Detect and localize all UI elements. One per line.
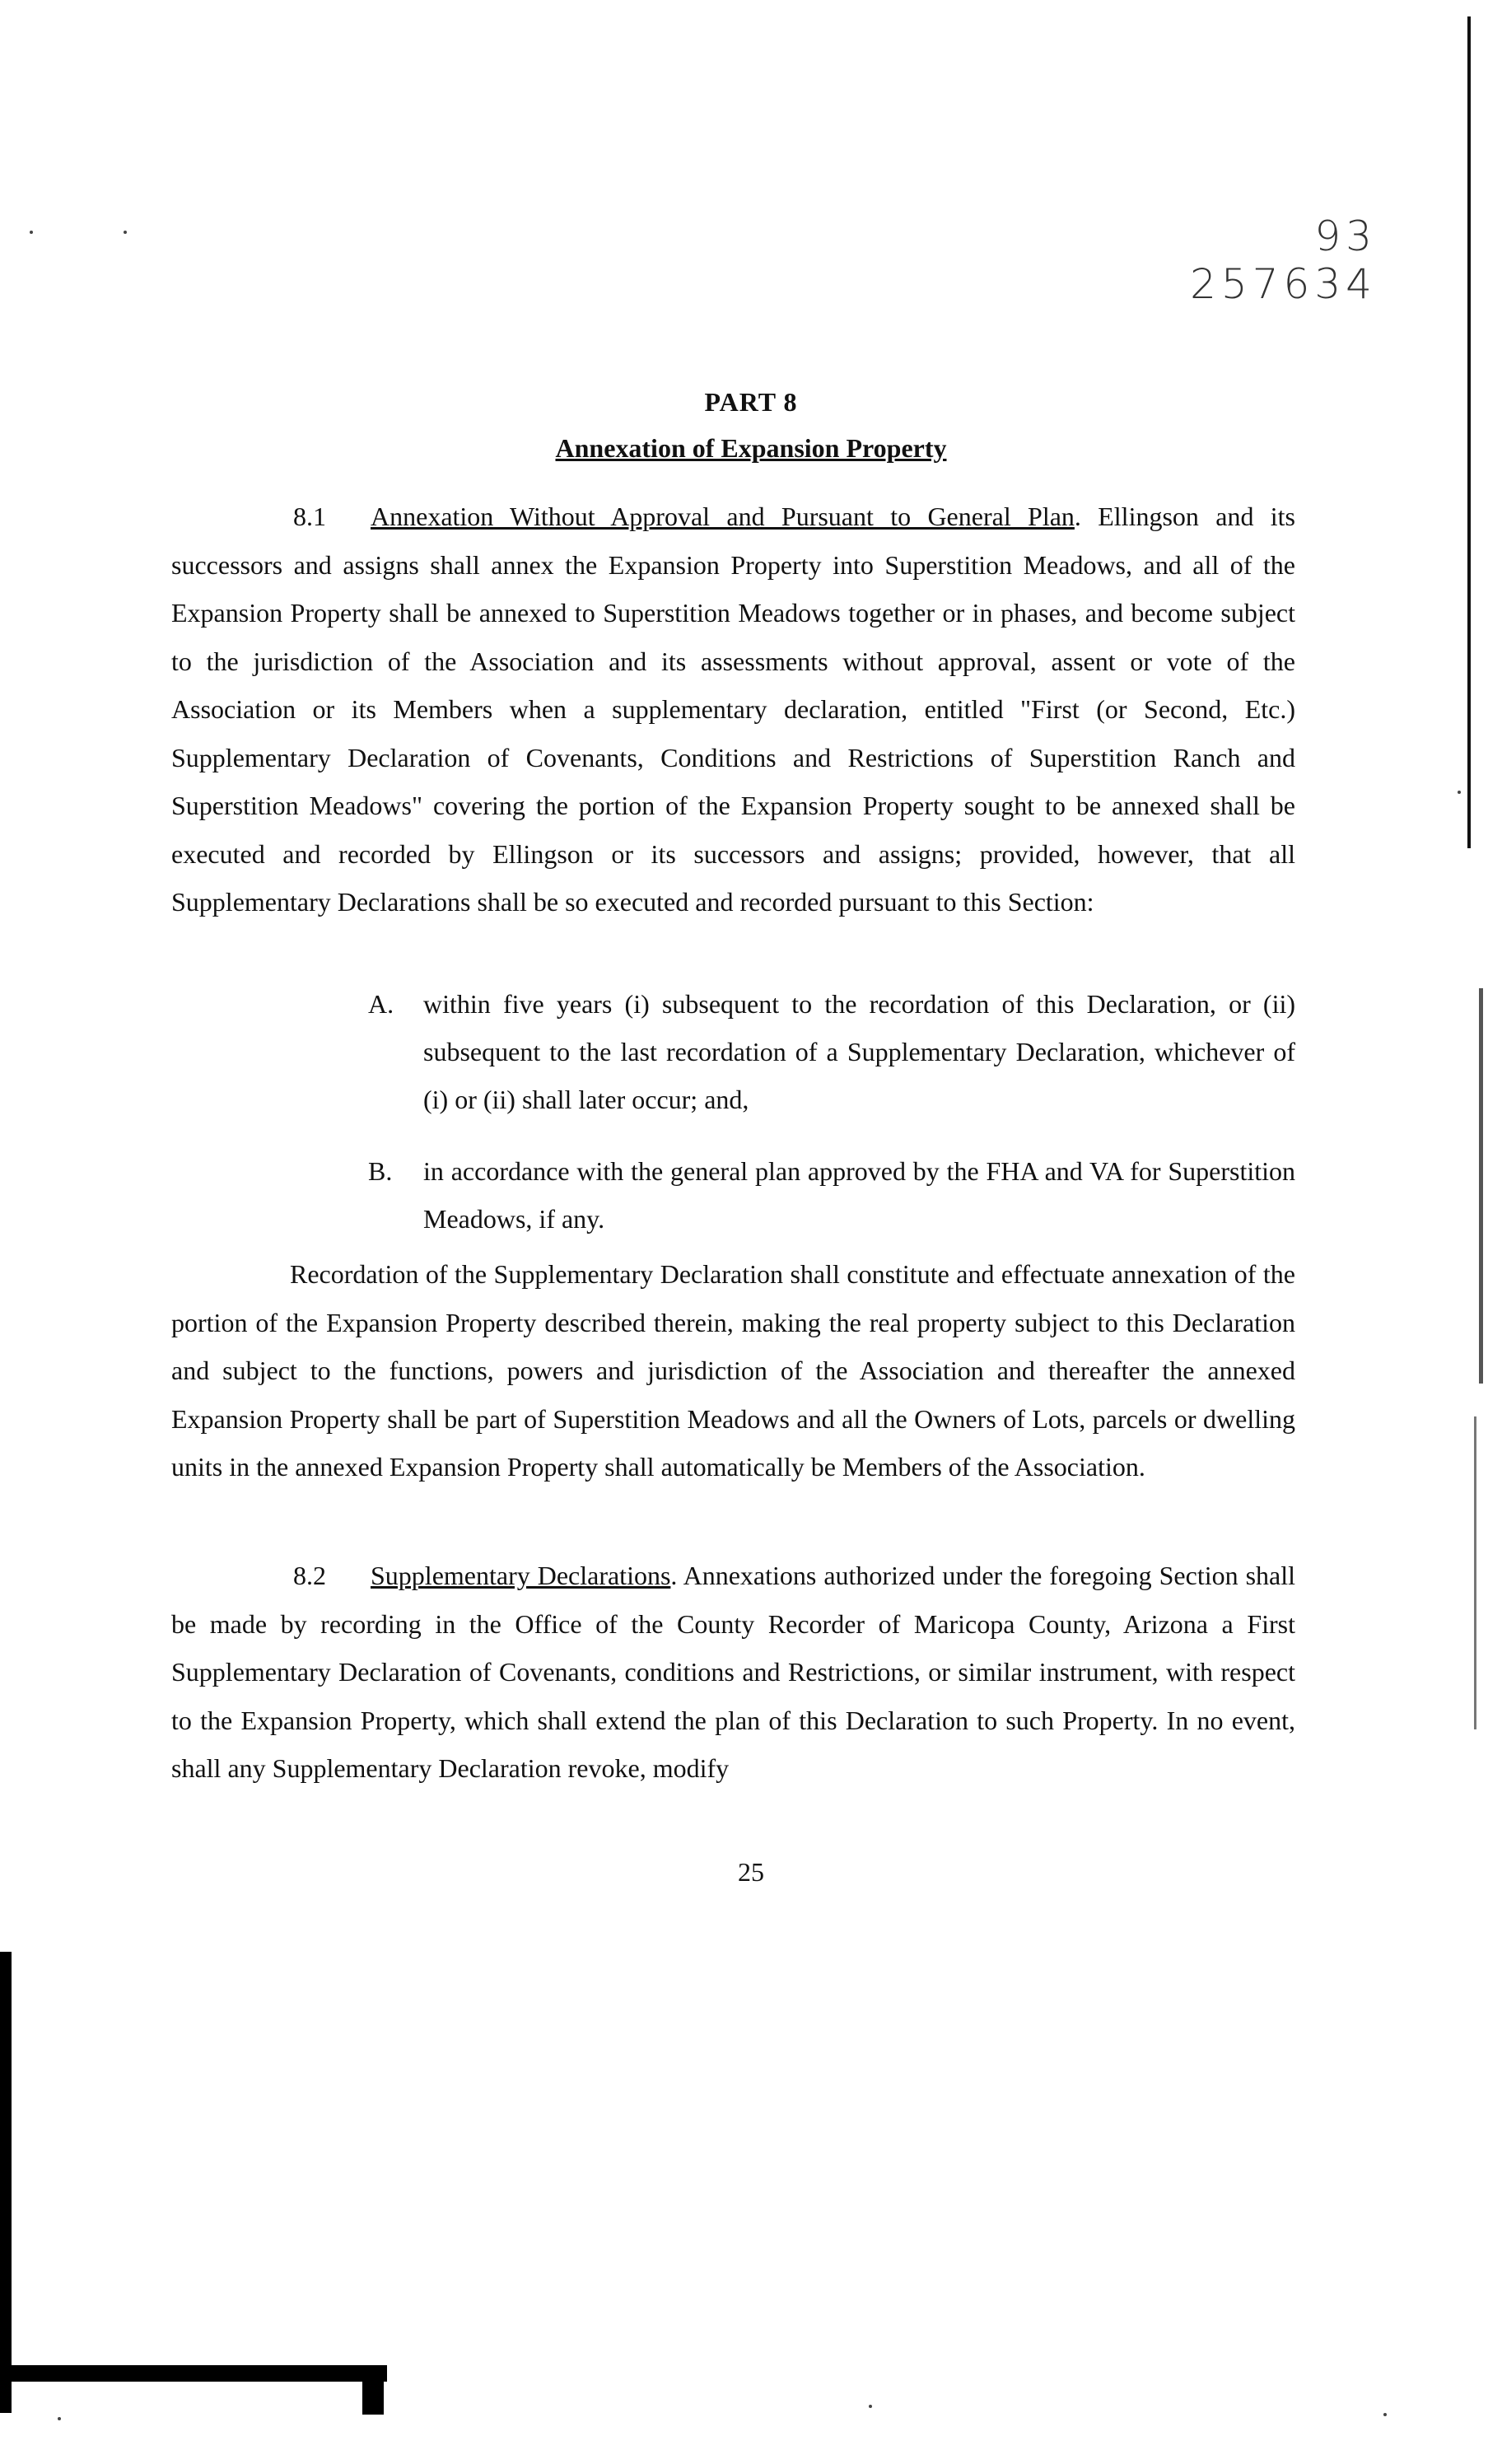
scan-speck bbox=[124, 231, 127, 234]
scan-speck bbox=[58, 2417, 61, 2420]
item-label: B. bbox=[368, 1156, 393, 1186]
scan-speck bbox=[1383, 2413, 1387, 2416]
section-8-2 bbox=[171, 1552, 1295, 1793]
section-text: . Ellingson and its successors and assigns shall annex the Expansion Property into Superstition Meadows, and all of the Expansion Property shall be annexed to Superstition Meadows together or in phases, and become subject to the jurisdiction of the Association and its assessments without approval, assent or vote of the Association or its Members when a supplementary declaration, entitled "First (or Second, Etc.) Supplementary Declaration of Covenants, Conditions and Restrictions of Superstition Ranch and Superstition Meadows" covering the portion of the Expansion Property sought to be annexed shall be executed and recorded by Ellingson or its successors and assigns; provided, however, that all Supplementary Declarations shall be so executed and recorded pursuant to this Section: bbox=[171, 502, 1296, 917]
section-caption: Supplementary Declarations bbox=[371, 1561, 671, 1590]
recordation-text: Recordation of the Supplementary Declaration shall constitute and effectuate annexation of the portion of the Expansion Property described therein, making the real property subject to this Declaration and subject to the functions, powers and jurisdiction of the Association and thereafter the annexed Expansion Property shall be part of Superstition Meadows and all the Owners of Lots, parcels or dwelling units in the annexed Expansion Property shall automatically be Members of the Association. bbox=[171, 1259, 1295, 1482]
scan-edge-line bbox=[1467, 16, 1471, 848]
scan-edge-bar bbox=[362, 2365, 384, 2415]
section-text: . Annexations authorized under the foregoing Section shall be made by recording in the Office of the County Recorder of Maricopa County, Arizona a First Supplementary Declaration of Covenants, conditions and Restrictions, or similar instrument, with respect to the Expansion Property, which shall extend the plan of this Declaration to such Property. In no event, shall any Supplementary Declaration revoke, modify bbox=[171, 1561, 1295, 1783]
scan-speck bbox=[30, 231, 33, 234]
condition-list bbox=[368, 980, 1295, 1267]
section-number: 8.2 bbox=[293, 1561, 326, 1590]
recordation-paragraph bbox=[171, 1250, 1295, 1491]
list-item bbox=[368, 980, 1295, 1123]
part-title: PART 8 bbox=[704, 387, 798, 417]
list-item bbox=[368, 1147, 1295, 1243]
scan-speck bbox=[1458, 791, 1461, 794]
item-text: within five years (i) subsequent to the recordation of this Declaration, or (ii) subsequent to the last recordation of a Supplementary Declaration, whichever of (i) or (ii) shall later occur; and, bbox=[423, 989, 1295, 1114]
page-number: 25 bbox=[738, 1857, 764, 1887]
item-label: A. bbox=[368, 989, 394, 1019]
scan-edge-bar bbox=[0, 2365, 387, 2382]
section-8-1 bbox=[171, 492, 1295, 926]
scan-edge-line bbox=[1474, 1416, 1476, 1729]
item-text: in accordance with the general plan approved by the FHA and VA for Superstition Meadows, if any. bbox=[423, 1156, 1295, 1234]
scan-edge-bar bbox=[0, 1952, 12, 2413]
section-number: 8.1 bbox=[293, 502, 326, 531]
scan-edge-line bbox=[1479, 988, 1483, 1384]
scan-speck bbox=[869, 2405, 872, 2408]
section-caption: Annexation Without Approval and Pursuant to General Plan bbox=[371, 502, 1075, 531]
part-subtitle: Annexation of Expansion Property bbox=[555, 433, 947, 463]
document-number-stamp: 93 257634 bbox=[1190, 212, 1377, 308]
